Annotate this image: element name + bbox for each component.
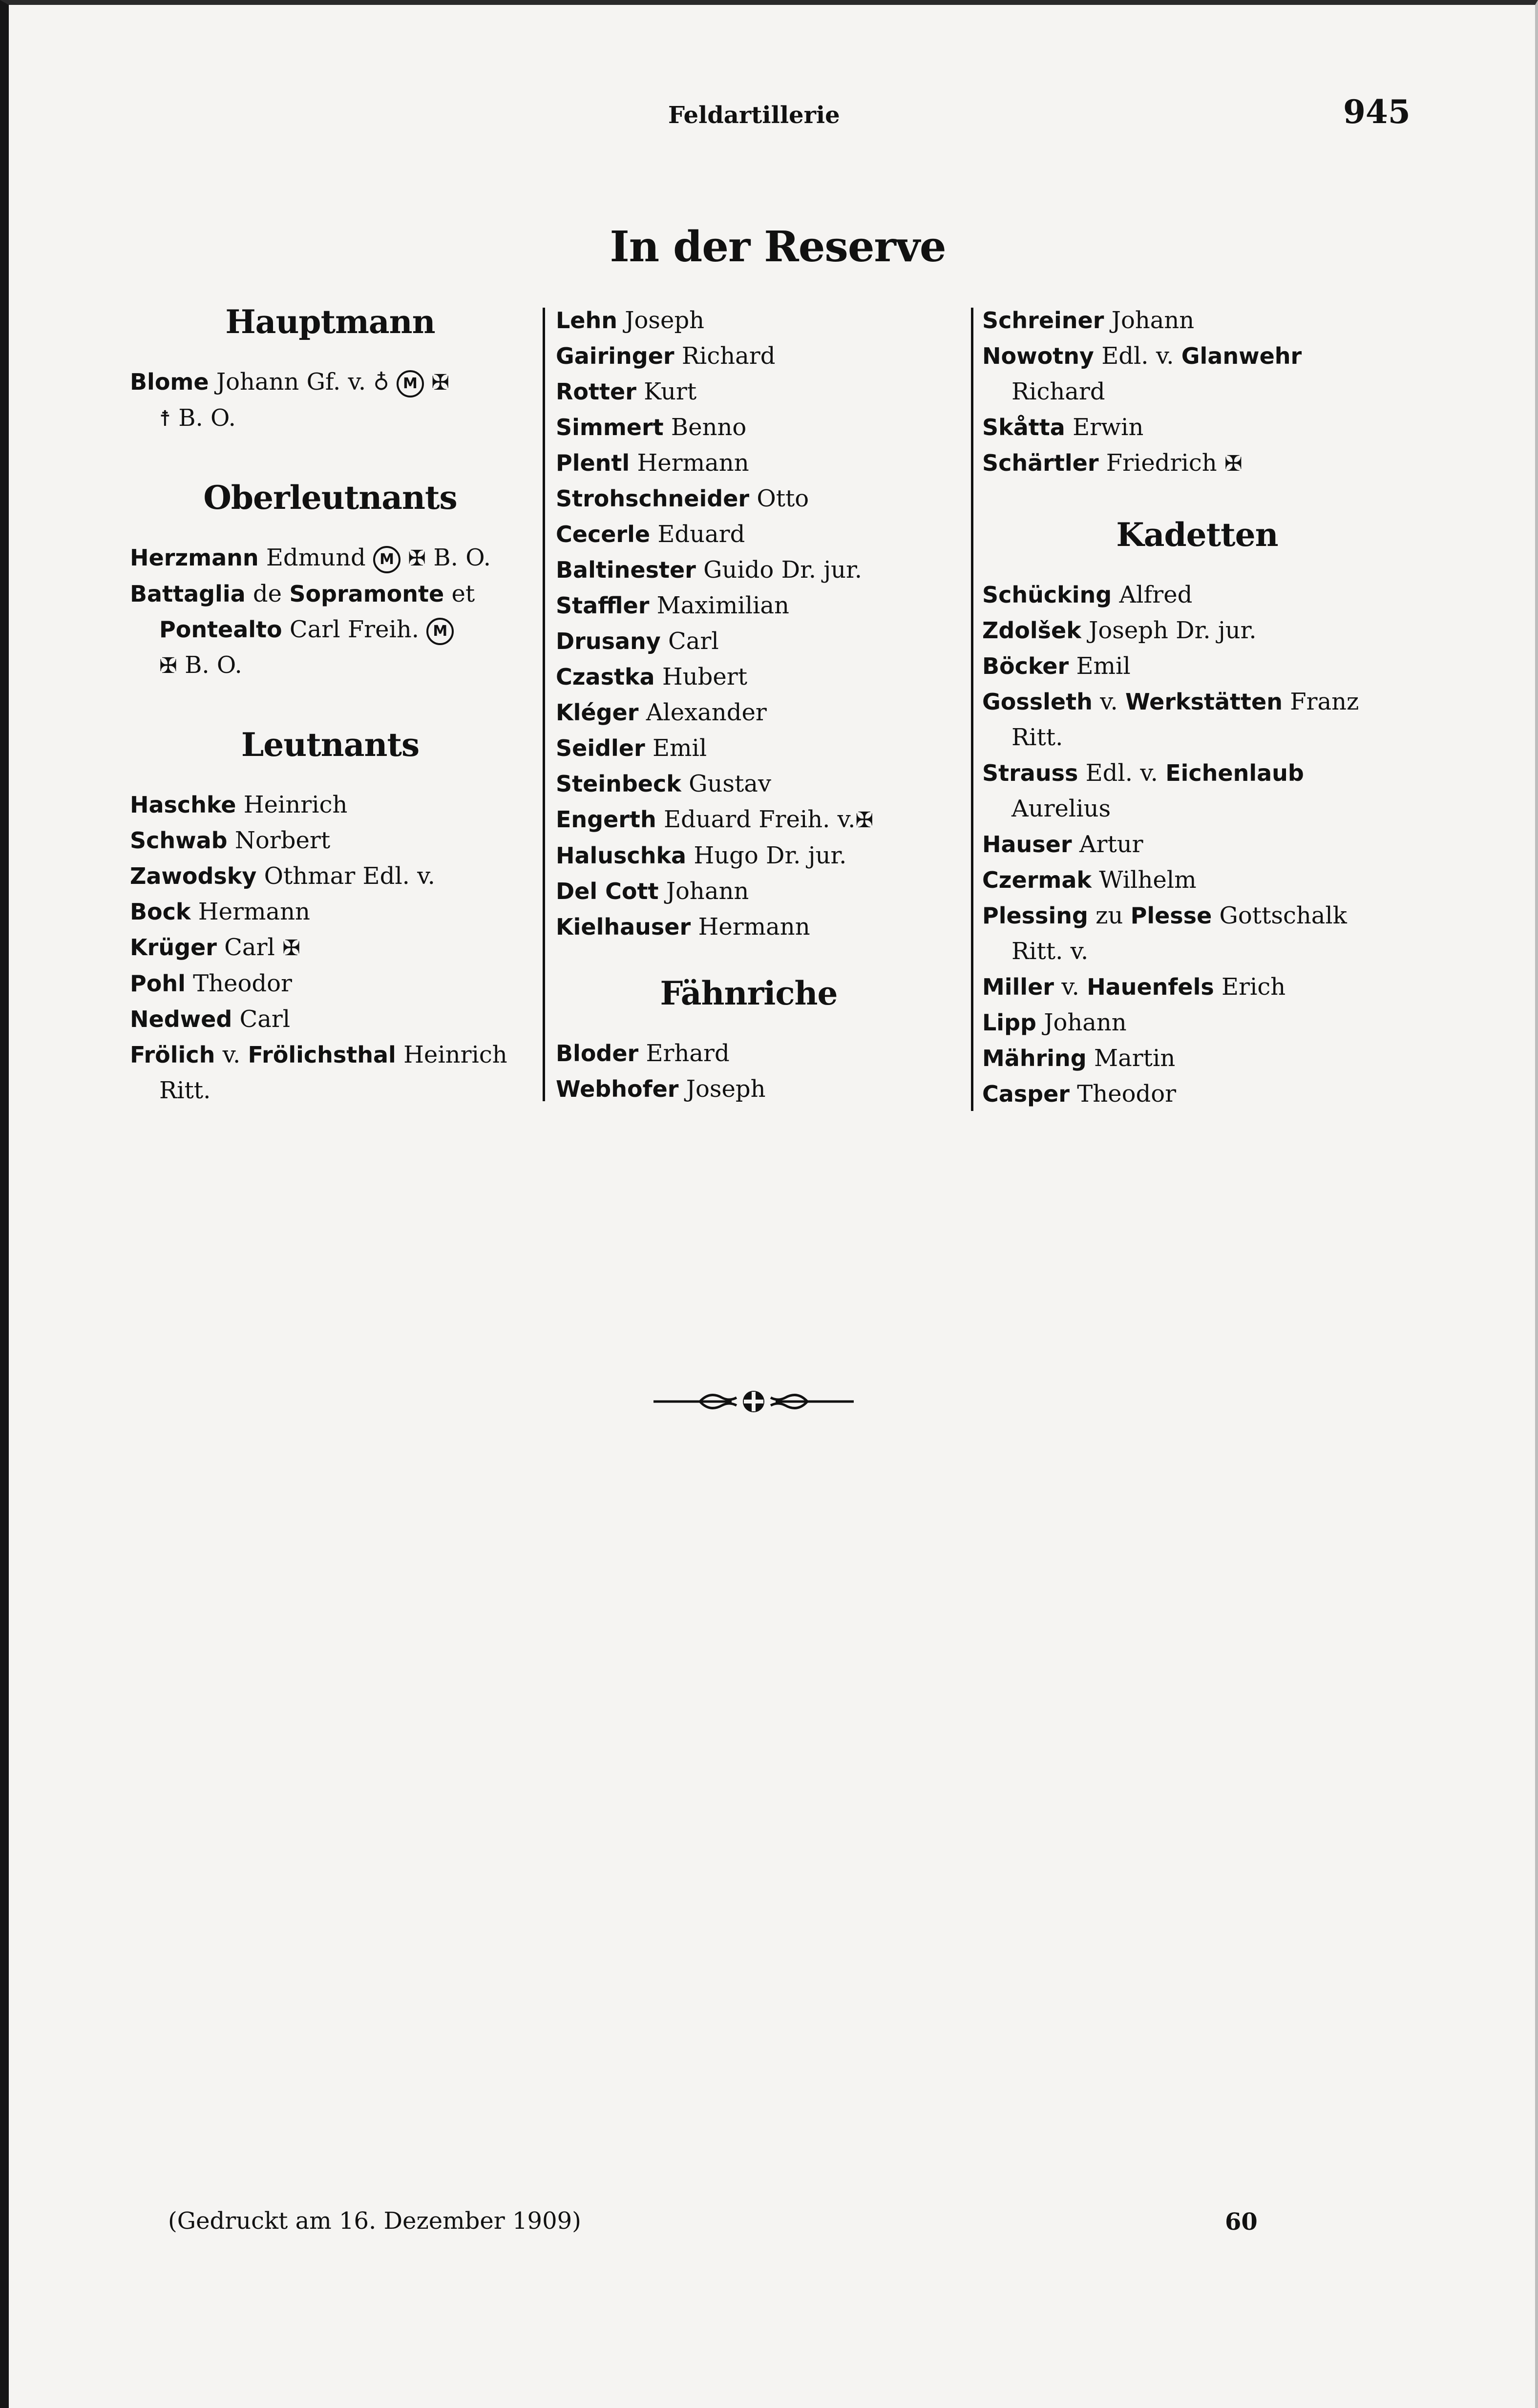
particle-2: et <box>451 580 475 607</box>
list-item <box>130 1037 530 1109</box>
decoration-text: B. O. <box>433 544 491 571</box>
surname: Casper <box>982 1081 1070 1107</box>
list-item <box>130 576 530 684</box>
decoration-text: B. O. <box>185 651 242 679</box>
list-item <box>982 898 1412 969</box>
list-item <box>556 874 942 909</box>
given-name: Erhard <box>638 1040 730 1067</box>
list-item <box>982 684 1412 755</box>
surname-2: Plesse <box>1130 902 1212 929</box>
pendant-icon: ☨ <box>159 406 171 431</box>
list-item <box>982 1041 1412 1076</box>
surname: Czermak <box>982 867 1092 893</box>
column-rule-left <box>543 308 545 1101</box>
surname: Böcker <box>982 653 1069 679</box>
given-name: Carl <box>224 934 275 961</box>
surname: Plentl <box>556 450 630 476</box>
list-item <box>130 894 530 930</box>
cross-icon: ✠ <box>431 370 450 395</box>
given-name: Hugo Dr. jur. <box>686 842 847 869</box>
list-item <box>556 695 942 731</box>
m-medal-icon: M <box>397 370 424 398</box>
surname: Del Cott <box>556 878 659 904</box>
surname: Seidler <box>556 735 645 761</box>
list-item <box>130 1002 530 1037</box>
m-medal-icon: M <box>426 618 454 645</box>
given-name: Emil <box>1076 652 1131 680</box>
given-name: Johann <box>1044 1009 1127 1036</box>
list-item <box>556 731 942 766</box>
surname: Lehn <box>556 307 618 334</box>
given-name: Otto <box>749 485 809 512</box>
given-name: Friedrich <box>1106 449 1217 477</box>
surname: Kléger <box>556 699 639 726</box>
given-name: Alfred <box>1119 581 1193 608</box>
surname: Bock <box>130 899 191 925</box>
given-name: Edmund <box>266 544 366 571</box>
particle: zu <box>1096 902 1123 929</box>
list-item <box>982 1005 1412 1041</box>
surname: Rotter <box>556 378 636 405</box>
given-name: Eduard <box>650 521 745 548</box>
decoration-text: B. O. <box>178 404 236 432</box>
surname: Haschke <box>130 792 236 818</box>
star-medal-icon: ♁ <box>373 370 389 395</box>
column-rule-right <box>971 308 973 1111</box>
list-item <box>982 1076 1412 1112</box>
list-item <box>982 613 1412 649</box>
list-item <box>556 517 942 552</box>
given-name: Hermann <box>630 449 749 477</box>
given-name: Hubert <box>654 663 747 691</box>
surname: Schärtler <box>982 450 1099 476</box>
list-item <box>556 766 942 802</box>
cross-icon: ✠ <box>408 546 426 571</box>
surname-3: Pontealto <box>159 616 282 643</box>
list-item <box>556 838 942 874</box>
given-name: Richard <box>674 342 776 370</box>
surname: Simmert <box>556 414 664 440</box>
surname: Engerth <box>556 806 656 833</box>
surname: Frölich <box>130 1042 215 1068</box>
list-item <box>556 338 942 374</box>
particle: de <box>253 580 282 607</box>
surname-2: Eichenlaub <box>1165 760 1304 786</box>
list-item <box>982 303 1412 338</box>
list-item <box>130 364 530 437</box>
given-name: Martin <box>1094 1045 1176 1072</box>
given-name: Benno <box>663 414 747 441</box>
list-item <box>556 1036 942 1071</box>
surname: Zawodsky <box>130 863 257 889</box>
surname-2: Werkstätten <box>1125 689 1283 715</box>
cross-icon: ✠ <box>855 808 874 833</box>
title-suffix: Ritt. <box>1011 724 1063 751</box>
section-heading-kadetten: Kadetten <box>1116 516 1278 554</box>
column-2 <box>556 303 942 1107</box>
surname: Pohl <box>130 970 186 997</box>
surname: Nowotny <box>982 343 1094 369</box>
divider-ornament <box>653 1384 854 1419</box>
surname: Mähring <box>982 1045 1087 1071</box>
list-item <box>982 862 1412 898</box>
given-name: Joseph <box>678 1075 766 1103</box>
given-name: Gottschalk <box>1219 902 1347 929</box>
given-name: Gustav <box>681 770 771 797</box>
m-medal-icon: M <box>373 546 400 573</box>
list-item <box>130 823 530 859</box>
list-item <box>556 588 942 624</box>
particle: v. <box>1061 973 1079 1001</box>
surname: Staffler <box>556 592 650 619</box>
given-name: Othmar Edl. v. <box>264 862 435 890</box>
surname: Kielhauser <box>556 914 691 940</box>
given-name: Alexander <box>638 699 767 726</box>
given-name: Wilhelm <box>1099 866 1197 894</box>
list-item <box>130 540 530 576</box>
list-item <box>556 481 942 517</box>
given-name: Theodor <box>1077 1080 1177 1108</box>
section-heading-faehnriche: Fähnriche <box>660 974 838 1012</box>
surname: Czastka <box>556 664 655 690</box>
officer-list <box>556 303 942 945</box>
list-item <box>982 445 1412 482</box>
surname: Cecerle <box>556 521 651 547</box>
surname: Drusany <box>556 628 661 654</box>
column-3 <box>982 303 1412 1112</box>
surname: Krüger <box>130 934 217 961</box>
given-name: Johann <box>658 878 749 905</box>
list-item <box>130 966 530 1002</box>
surname: Bloder <box>556 1040 639 1067</box>
given-name: Carl <box>239 1005 291 1033</box>
given-name: Kurt <box>636 378 697 405</box>
particle: Edl. v. <box>1101 342 1174 370</box>
title-suffix: Ritt. v. <box>1011 938 1089 965</box>
given-name: Hermann <box>691 913 810 941</box>
page-title: In der Reserve <box>610 222 946 272</box>
cross-icon: ✠ <box>159 653 177 678</box>
given-name: Theodor <box>193 970 292 997</box>
surname: Strohschneider <box>556 485 750 512</box>
surname: Webhofer <box>556 1076 679 1102</box>
surname: Miller <box>982 974 1054 1000</box>
surname: Herzmann <box>130 544 259 571</box>
particle: v. <box>1100 688 1118 715</box>
list-item <box>556 909 942 945</box>
running-head: Feldartillerie <box>668 102 840 129</box>
surname-2: Hauenfels <box>1087 974 1214 1000</box>
list-item <box>556 802 942 838</box>
list-item <box>982 649 1412 684</box>
list-item <box>130 859 530 894</box>
surname: Schücking <box>982 582 1112 608</box>
list-item <box>982 577 1412 613</box>
surname: Steinbeck <box>556 771 681 797</box>
surname: Skåtta <box>982 414 1065 440</box>
given-name: Erich <box>1222 973 1286 1001</box>
given-name: Johann Gf. v. <box>216 368 366 396</box>
list-item <box>130 930 530 966</box>
given-name: Erwin <box>1073 414 1144 441</box>
surname-2: Sopramonte <box>289 581 444 607</box>
given-name: Eduard Freih. v. <box>656 806 856 833</box>
print-date: (Gedruckt am 16. Dezember 1909) <box>168 2207 581 2235</box>
given-name: Emil <box>645 734 707 762</box>
surname: Hauser <box>982 831 1072 858</box>
list-item <box>982 827 1412 862</box>
list-item <box>556 445 942 481</box>
cross-icon: ✠ <box>282 936 300 961</box>
surname: Gairinger <box>556 343 674 369</box>
surname: Nedwed <box>130 1006 232 1032</box>
given-name: Heinrich <box>403 1041 507 1068</box>
given-name: Heinrich <box>243 791 348 818</box>
particle: Edl. v. <box>1085 759 1158 787</box>
given-name: Johann <box>1111 307 1195 334</box>
list-item <box>556 624 942 659</box>
section-heading-hauptmann: Hauptmann <box>225 303 435 341</box>
surname: Gossleth <box>982 689 1093 715</box>
list-item <box>982 410 1412 445</box>
given-name: Hermann <box>198 898 310 925</box>
surname: Strauss <box>982 760 1078 786</box>
given-name: Franz <box>1290 688 1359 715</box>
given-name: Maximilian <box>649 592 789 619</box>
surname-2: Glanwehr <box>1181 343 1302 369</box>
list-item <box>556 410 942 445</box>
given-name: Guido Dr. jur. <box>695 556 862 584</box>
given-name: Aurelius <box>1011 795 1111 822</box>
surname: Schreiner <box>982 307 1104 334</box>
surname: Baltinester <box>556 557 696 583</box>
surname: Haluschka <box>556 842 687 869</box>
surname: Lipp <box>982 1009 1036 1036</box>
list-item <box>982 338 1412 410</box>
section-heading-oberleutnants: Oberleutnants <box>203 479 457 517</box>
list-item <box>130 787 530 823</box>
given-name: Joseph Dr. jur. <box>1089 617 1257 644</box>
given-name: Norbert <box>234 827 331 854</box>
surname: Plessing <box>982 902 1088 929</box>
surname: Battaglia <box>130 581 246 607</box>
page-number: 945 <box>1343 93 1411 131</box>
list-item <box>556 374 942 410</box>
surname: Blome <box>130 369 209 395</box>
given-name: Carl <box>660 628 719 655</box>
list-item <box>556 552 942 588</box>
list-item <box>556 1071 942 1107</box>
surname: Zdolšek <box>982 617 1081 644</box>
surname: Schwab <box>130 827 228 854</box>
given-name: Richard <box>1011 378 1105 405</box>
given-name: Joseph <box>617 307 705 334</box>
section-heading-leutnants: Leutnants <box>241 726 420 764</box>
cross-icon: ✠ <box>1224 451 1243 476</box>
given-name: Artur <box>1079 831 1143 858</box>
officer-list <box>556 1036 942 1107</box>
title-suffix: Ritt. <box>159 1077 211 1104</box>
list-item <box>982 755 1412 827</box>
given-name: Carl Freih. <box>289 616 419 643</box>
surname-2: Frölichsthal <box>248 1042 396 1068</box>
sheet-number: 60 <box>1225 2208 1258 2236</box>
list-item <box>556 659 942 695</box>
list-item <box>982 969 1412 1005</box>
column-1 <box>130 303 530 1109</box>
particle: v. <box>222 1041 241 1068</box>
list-item <box>556 303 942 338</box>
